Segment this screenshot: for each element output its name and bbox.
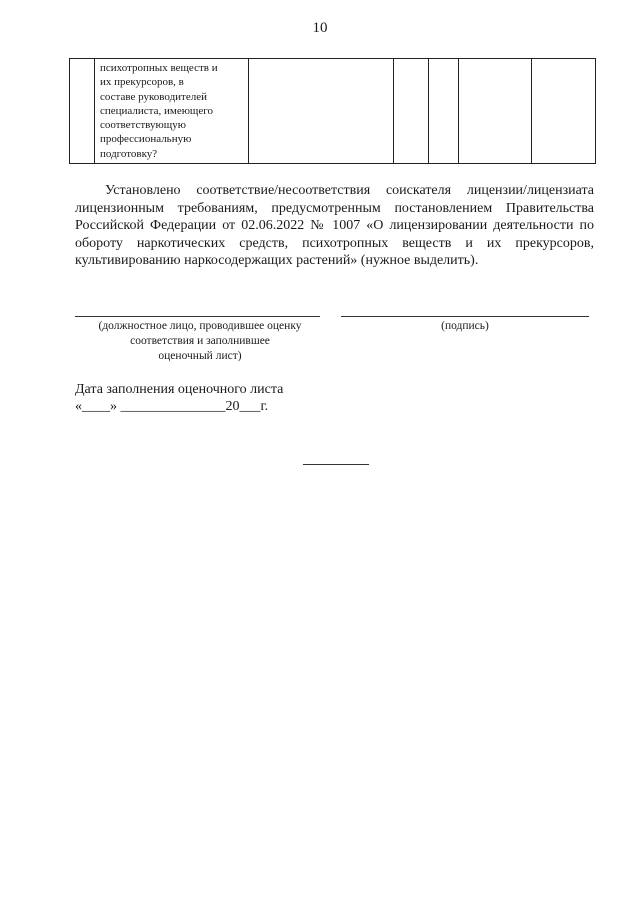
table-row <box>70 59 596 164</box>
question-text: психотропных веществ и их прекурсоров, в составе руководителей специалиста, имеющего соответствующую профессиональную подготовку? <box>100 62 218 160</box>
note-cell <box>532 59 596 164</box>
page-number: 10 <box>312 20 328 36</box>
question-cell <box>95 59 249 164</box>
official-signature-line <box>75 316 320 317</box>
official-caption: (должностное лицо, проводившее оценку соответствия и заполнившее оценочный лист) <box>98 320 302 362</box>
conclusion-paragraph: Установлено соответствие/несоответствия соискателя лицензии/лицензиата лицензионным требованиям, предусмотренным постановлением Правительства Российской Федерации от 02.06.2022 № 1007 «О лицензировании деятельности по обороту наркотических средств, психотропных веществ и их прекурсоров, культивированию наркосодержащих растений» (нужное выделить). <box>75 183 594 269</box>
end-divider <box>303 464 369 465</box>
answer-no-cell <box>429 59 459 164</box>
not-applicable-cell <box>459 59 532 164</box>
legal-basis-cell <box>249 59 394 164</box>
signature-line <box>341 316 589 317</box>
signature-caption: (подпись) <box>441 320 489 332</box>
date-fill-line: «____» _______________20___г. <box>75 399 269 414</box>
answer-yes-cell <box>394 59 429 164</box>
number-cell <box>70 59 95 164</box>
date-label: Дата заполнения оценочного листа <box>75 382 284 397</box>
criteria-table <box>69 58 596 164</box>
